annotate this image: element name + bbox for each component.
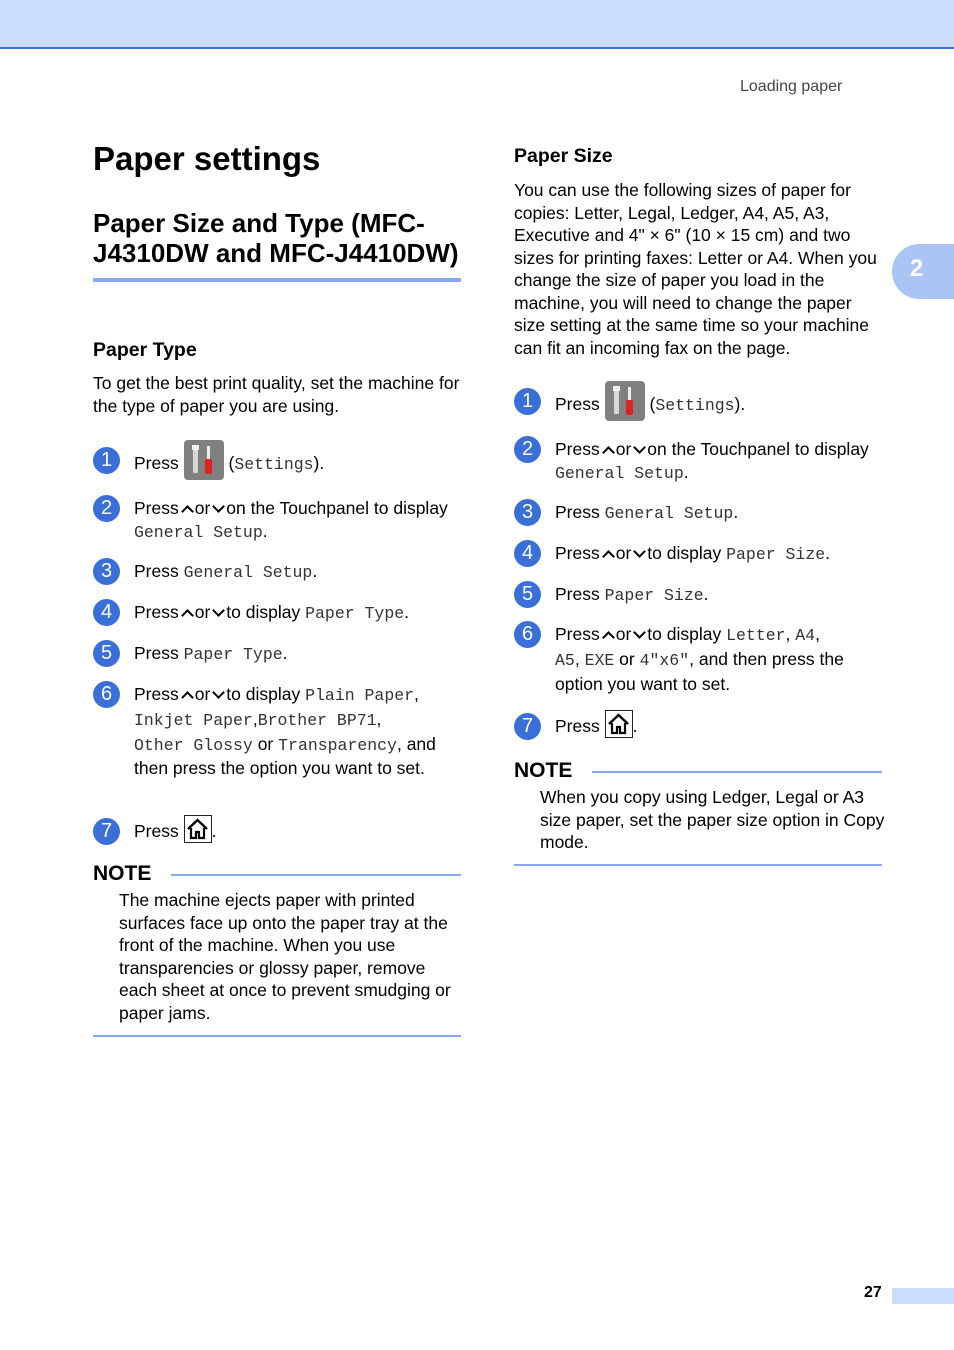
step-text: on the Touchpanel to display [226,498,448,518]
step-text: to display [647,543,722,563]
step-text: . [262,520,268,541]
menu-code: General Setup [134,522,263,542]
step-7 [93,820,463,843]
step-4 [93,601,463,626]
step-1 [93,449,463,480]
step-text: or [615,624,632,644]
note-body: The machine ejects paper with printed surfaces face up onto the paper tray at the front of the machine. When you use transparencies or glossy paper, remove each sheet at once to prevent smudging or paper jams. [119,890,451,1023]
footer-band [892,1288,954,1304]
chevron-down-icon [212,605,225,618]
step-number: 3 [514,499,541,526]
option-code: EXE [584,650,615,670]
step-text: to display [226,602,301,622]
settings-code: Settings [234,455,314,475]
step-text: Press [555,716,600,736]
chevron-down-icon [633,442,646,455]
step-text: Press [134,561,179,581]
option-code: Brother BP71 [257,710,377,730]
option-code: Letter [726,626,786,645]
step-3 [93,560,463,585]
menu-code: Paper Type [183,645,283,664]
step-number: 6 [93,681,120,708]
note-body: When you copy using Ledger, Legal or A3 size paper, set the paper size option in Copy mode. [540,787,885,852]
note-title: NOTE [93,862,152,885]
section-heading: Paper Size and Type (MFC-J4310DW and MFC-J4410DW) [93,208,461,282]
step-text: . [703,584,709,604]
note-bottom-rule [514,864,882,866]
step-number: 1 [93,447,120,474]
chevron-up-icon [602,631,615,644]
step-text: ( [223,453,235,474]
step-text: to display [647,624,722,644]
step-number: 6 [514,621,541,648]
step-text: . [404,602,410,622]
option-code: Inkjet Paper [134,710,253,730]
step-text: , [376,708,382,729]
step-text: or [194,498,211,518]
step-text: or [257,733,274,754]
settings-icon [605,381,645,421]
step-text: or [619,648,635,669]
step-text: Press [555,584,600,604]
step-text: to display [226,684,301,704]
chevron-up-icon [602,446,615,459]
step-text: . [825,543,831,563]
step-6 [514,623,884,695]
step-text: on the Touchpanel to display [647,439,869,459]
note-rule [592,771,882,773]
step-text: , and then press the option you want to set. [555,648,844,694]
step-5 [93,642,463,667]
note-bottom-rule [93,1035,461,1037]
step-number: 4 [514,540,541,567]
option-code: Transparency [278,735,397,755]
chevron-down-icon [212,501,225,514]
settings-icon [184,440,224,480]
step-5 [514,583,884,608]
step-text: ( [644,394,656,415]
menu-code: General Setup [555,463,684,483]
step-number: 7 [514,713,541,740]
step-text: ). [313,453,325,474]
settings-code: Settings [655,396,735,416]
step-number: 4 [93,599,120,626]
step-text: Press [555,502,600,522]
step-text: or [615,543,632,563]
step-text: Press [555,624,600,644]
step-text: Press [134,821,179,841]
step-text: Press [134,602,179,622]
top-header-band [0,0,954,49]
chapter-tab [892,244,954,299]
step-7 [514,715,884,738]
option-code: A5 [555,650,575,670]
step-1 [514,390,884,421]
menu-code: General Setup [183,563,313,582]
step-text: Press [134,684,179,704]
home-icon [184,815,212,843]
chevron-down-icon [212,687,225,700]
note-title: NOTE [514,759,573,782]
paper-size-intro: You can use the following sizes of paper for copies: Letter, Legal, Ledger, A4, A5, A3, Executive and 4" × 6" (10 × 15 cm) and two sizes for printing faxes: Letter or A4. When you change the size of paper you load in the machine, you will need to change the paper size setting at the same time so your machine can fit an incoming fax on the page. [514,180,877,358]
step-text: or [194,684,211,704]
step-text: . [683,461,689,482]
step-text: , and then press the option you want to set. [134,733,436,779]
note-rule [171,874,461,876]
chevron-up-icon [181,691,194,704]
step-2 [93,497,463,545]
step-number: 5 [93,640,120,667]
step-number: 1 [514,388,541,415]
chevron-up-icon [181,505,194,518]
step-number: 5 [514,581,541,608]
home-icon [605,710,633,738]
step-text: . [211,821,217,841]
paper-type-intro: To get the best print quality, set the machine for the type of paper you are using. [93,373,460,416]
menu-code: Paper Size [604,586,704,605]
step-3 [514,501,884,526]
paper-size-heading: Paper Size [514,145,613,167]
step-4 [514,542,884,567]
step-6 [93,683,463,780]
option-code: A4 [795,626,816,645]
option-code: Other Glossy [134,735,253,755]
step-text: Press [134,453,179,474]
step-2 [514,438,884,486]
chevron-up-icon [181,609,194,622]
running-header: Loading paper [740,78,843,95]
menu-code: Paper Type [305,604,405,623]
step-text: Press [555,394,600,415]
step-number: 2 [514,436,541,463]
step-number: 2 [93,495,120,522]
menu-code: Paper Size [726,545,826,564]
step-text: , [785,624,791,644]
step-text: Press [134,498,179,518]
page-number: 27 [864,1284,882,1301]
step-text: , [815,624,820,644]
step-text: , [414,684,419,704]
option-code: Plain Paper [305,686,415,705]
step-text: . [632,716,638,736]
menu-code: General Setup [604,504,734,523]
step-text: or [615,439,632,459]
chevron-down-icon [633,546,646,559]
step-text: , [252,708,258,729]
step-text: . [733,502,739,522]
paper-type-heading: Paper Type [93,339,197,361]
step-text: or [194,602,211,622]
step-text: . [312,561,318,581]
step-text: , [574,648,580,669]
option-code: 4"x6" [639,650,690,670]
page-title: Paper settings [93,140,321,177]
step-text: ). [734,394,746,415]
step-number: 7 [93,818,120,845]
step-text: . [282,643,288,663]
chevron-up-icon [602,550,615,563]
step-text: Press [555,439,600,459]
chapter-number: 2 [910,255,924,282]
chevron-down-icon [633,627,646,640]
step-text: Press [555,543,600,563]
step-number: 3 [93,558,120,585]
step-text: Press [134,643,179,663]
